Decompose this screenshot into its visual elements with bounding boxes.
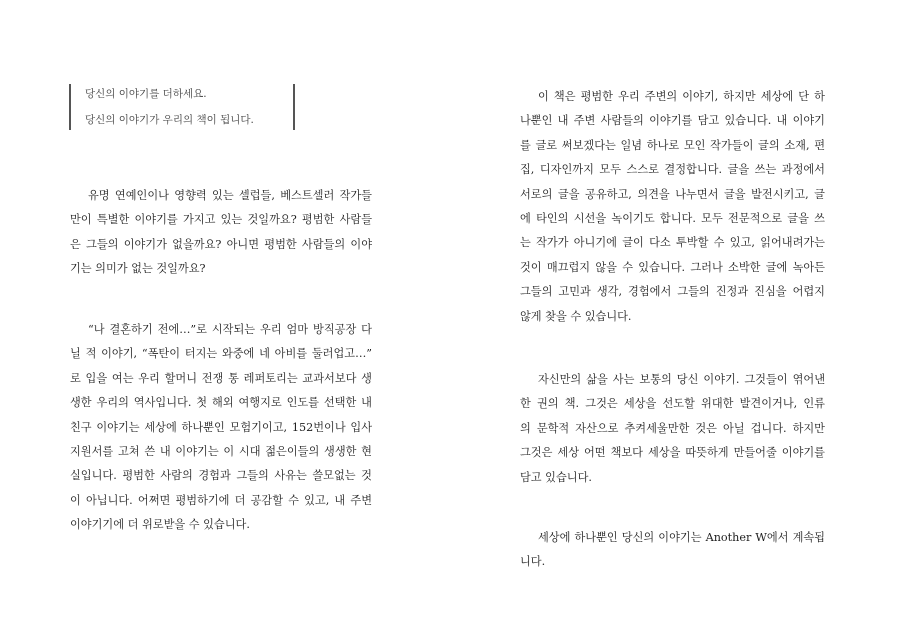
text-line: 이 책은 평범한 우리 주변의 이야기, 하지만 세상에 단 하 bbox=[538, 90, 825, 103]
text-line: 자신만의 삶을 사는 보통의 당신 이야기. 그것들이 엮어낸 bbox=[538, 373, 825, 386]
body-paragraph bbox=[70, 318, 372, 538]
text-line: 의 문학적 자산으로 추켜세울만한 것은 아닐 겁니다. 하지만 bbox=[520, 421, 825, 435]
text-line: 에 타인의 시선을 녹이기도 합니다. 모두 전문적으로 글을 쓰 bbox=[520, 211, 825, 225]
text-line: 담고 있습니다. bbox=[520, 470, 592, 484]
text-line: 친구 이야기는 세상에 하나뿐인 모험기이고, 152번이나 입사 bbox=[70, 420, 372, 434]
text-line: 이 아닙니다. 어쩌면 평범하기에 더 공감할 수 있고, 내 주변 bbox=[70, 493, 372, 507]
text-line: 세상에 하나뿐인 당신의 이야기는 Another W에서 계속됩 bbox=[538, 531, 825, 544]
text-line: 한 권의 책. 그것은 세상을 선도할 위대한 발견이거나, 인류 bbox=[520, 397, 825, 411]
text-line: 만이 특별한 이야기를 가지고 있는 것일까요? 평범한 사람들 bbox=[70, 213, 372, 227]
body-paragraph bbox=[520, 526, 825, 575]
text-line: “나 결혼하기 전에…”로 시작되는 우리 엄마 방직공장 다 bbox=[88, 323, 372, 336]
text-line: 실입니다. 평범한 사람의 경험과 그들의 사유는 쓸모없는 것 bbox=[70, 469, 372, 483]
text-line: 그것은 세상 어떤 책보다 세상을 따뜻하게 만들어줄 이야기를 bbox=[520, 446, 825, 460]
text-line: 것이 매끄럽지 않을 수 있습니다. 그러나 소박한 글에 녹아든 bbox=[520, 260, 825, 274]
text-line: 로 입을 여는 우리 할머니 전쟁 통 레퍼토리는 교과서보다 생 bbox=[70, 371, 372, 385]
text-line: 생한 우리의 역사입니다. 첫 해외 여행지로 인도를 선택한 내 bbox=[70, 396, 372, 410]
body-paragraph bbox=[520, 85, 825, 329]
body-paragraph bbox=[70, 184, 372, 282]
text-line: 이야기기에 더 위로받을 수 있습니다. bbox=[70, 518, 250, 532]
text-line: 은 그들의 이야기가 없을까요? 아니면 평범한 사람들의 이야 bbox=[70, 237, 372, 251]
text-line: 유명 연예인이나 영향력 있는 셀럽들, 베스트셀러 작가들 bbox=[88, 189, 372, 202]
text-line: 집, 디자인까지 모두 스스로 결정합니다. 글을 쓰는 과정에서 bbox=[520, 163, 825, 177]
text-line: 기는 의미가 없는 것일까요? bbox=[70, 262, 206, 276]
text-line: 를 글로 써보겠다는 일념 하나로 모인 작가들이 글의 소재, 편 bbox=[520, 138, 825, 152]
body-paragraph bbox=[520, 368, 825, 490]
text-line: 나뿐인 내 주변 사람들의 이야기를 담고 있습니다. 내 이야기 bbox=[520, 114, 825, 128]
text-line: 는 작가가 아니기에 글이 다소 투박할 수 있고, 읽어내려가는 bbox=[520, 236, 825, 250]
pull-quote-line: 당신의 이야기가 우리의 책이 됩니다. bbox=[85, 114, 254, 126]
text-line: 니다. bbox=[520, 555, 546, 569]
pull-quote bbox=[69, 84, 295, 130]
text-line: 서로의 글을 공유하고, 의견을 나누면서 글을 발전시키고, 글 bbox=[520, 187, 825, 201]
text-line: 않게 찾을 수 있습니다. bbox=[520, 309, 632, 323]
pull-quote-line: 당신의 이야기를 더하세요. bbox=[85, 88, 207, 100]
text-line: 지원서를 고쳐 쓴 내 이야기는 이 시대 젊은이들의 생생한 현 bbox=[70, 444, 372, 458]
text-line: 그들의 고민과 생각, 경험에서 그들의 진정과 진심을 어렵지 bbox=[520, 285, 825, 299]
right-page bbox=[450, 0, 900, 640]
text-line: 닐 적 이야기, “폭탄이 터지는 와중에 네 아비를 둘러업고…” bbox=[70, 347, 372, 361]
